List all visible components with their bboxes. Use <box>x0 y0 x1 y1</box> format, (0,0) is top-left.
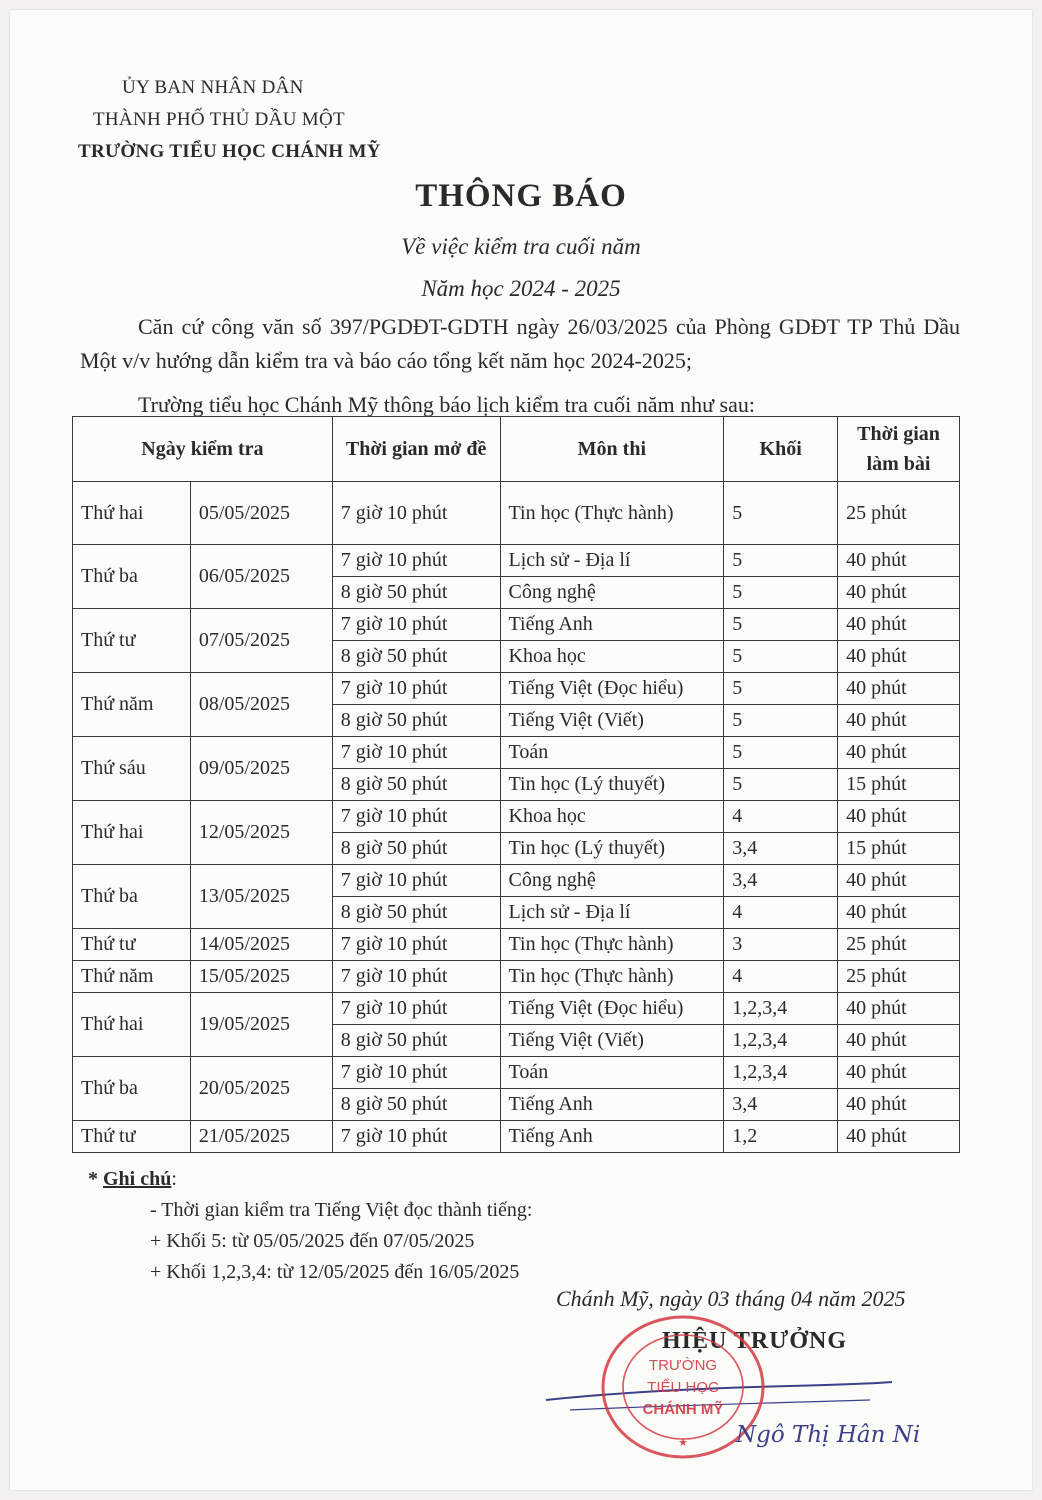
cell-duration: 40 phút <box>838 673 960 705</box>
cell-time: 7 giờ 10 phút <box>332 865 500 897</box>
cell-grade: 4 <box>724 801 838 833</box>
notes-colon: : <box>171 1168 177 1190</box>
cell-duration: 40 phút <box>838 1089 960 1121</box>
table-row <box>73 801 960 833</box>
cell-time: 7 giờ 10 phút <box>332 1057 500 1089</box>
svg-text:★: ★ <box>678 1437 688 1449</box>
document-title: THÔNG BÁO <box>415 178 627 214</box>
cell-subject: Khoa học <box>500 801 724 833</box>
cell-duration: 40 phút <box>838 737 960 769</box>
cell-date: 21/05/2025 <box>190 1121 332 1153</box>
cell-time: 8 giờ 50 phút <box>332 577 500 609</box>
cell-duration: 40 phút <box>838 1121 960 1153</box>
table-row <box>73 609 960 641</box>
svg-text:CHÁNH MỸ: CHÁNH MỸ <box>642 1401 724 1418</box>
cell-time: 7 giờ 10 phút <box>332 801 500 833</box>
header-duration: Thời gian làm bài <box>838 417 960 482</box>
cell-time: 8 giờ 50 phút <box>332 641 500 673</box>
cell-duration: 25 phút <box>838 929 960 961</box>
cell-time: 8 giờ 50 phút <box>332 1025 500 1057</box>
document-subtitle: Về việc kiểm tra cuối năm <box>401 234 641 259</box>
cell-subject: Tin học (Thực hành) <box>500 961 724 993</box>
exam-schedule-table <box>72 416 960 1153</box>
cell-grade: 3,4 <box>724 833 838 865</box>
cell-subject: Tiếng Việt (Đọc hiểu) <box>500 673 724 705</box>
note-item: - Thời gian kiểm tra Tiếng Việt đọc thành tiếng: <box>150 1199 533 1221</box>
cell-subject: Công nghệ <box>500 865 724 897</box>
cell-grade: 4 <box>724 897 838 929</box>
notes-heading: Ghi chú <box>103 1168 172 1190</box>
cell-subject: Toán <box>500 737 724 769</box>
cell-duration: 15 phút <box>838 769 960 801</box>
cell-subject: Tin học (Thực hành) <box>500 482 724 545</box>
cell-time: 7 giờ 10 phút <box>332 673 500 705</box>
cell-grade: 1,2,3,4 <box>724 1057 838 1089</box>
cell-date: 06/05/2025 <box>190 545 332 609</box>
cell-weekday: Thứ ba <box>73 865 191 929</box>
cell-subject: Tin học (Lý thuyết) <box>500 833 724 865</box>
cell-grade: 5 <box>724 577 838 609</box>
header-subject: Môn thi <box>500 417 724 482</box>
cell-weekday: Thứ tư <box>73 609 191 673</box>
cell-time: 7 giờ 10 phút <box>332 929 500 961</box>
table-row <box>73 1057 960 1089</box>
cell-grade: 1,2 <box>724 1121 838 1153</box>
cell-date: 08/05/2025 <box>190 673 332 737</box>
note-item: + Khối 1,2,3,4: từ 12/05/2025 đến 16/05/2025 <box>150 1261 520 1283</box>
cell-duration: 40 phút <box>838 897 960 929</box>
org-line-3: TRƯỜNG TIỂU HỌC CHÁNH MỸ <box>78 141 381 162</box>
cell-time: 8 giờ 50 phút <box>332 1089 500 1121</box>
cell-grade: 5 <box>724 705 838 737</box>
cell-date: 14/05/2025 <box>190 929 332 961</box>
cell-duration: 40 phút <box>838 801 960 833</box>
notes-section <box>88 1164 532 1288</box>
cell-duration: 40 phút <box>838 1025 960 1057</box>
cell-subject: Tiếng Việt (Đọc hiểu) <box>500 993 724 1025</box>
cell-weekday: Thứ ba <box>73 545 191 609</box>
cell-subject: Tiếng Anh <box>500 1089 724 1121</box>
cell-grade: 5 <box>724 545 838 577</box>
cell-date: 07/05/2025 <box>190 609 332 673</box>
svg-text:TIỂU HỌC: TIỂU HỌC <box>647 1379 719 1396</box>
table-row <box>73 673 960 705</box>
cell-duration: 25 phút <box>838 961 960 993</box>
school-year: Năm học 2024 - 2025 <box>421 276 621 301</box>
cell-weekday: Thứ sáu <box>73 737 191 801</box>
cell-grade: 3,4 <box>724 865 838 897</box>
cell-grade: 5 <box>724 737 838 769</box>
org-line-2: THÀNH PHỐ THỦ DẦU MỘT <box>93 109 345 130</box>
cell-time: 7 giờ 10 phút <box>332 482 500 545</box>
document-page <box>10 10 1032 1490</box>
cell-grade: 5 <box>724 769 838 801</box>
cell-subject: Tiếng Việt (Viết) <box>500 705 724 737</box>
cell-time: 8 giờ 50 phút <box>332 769 500 801</box>
signature-date: Chánh Mỹ, ngày 03 tháng 04 năm 2025 <box>556 1286 906 1311</box>
cell-subject: Lịch sử - Địa lí <box>500 545 724 577</box>
cell-weekday: Thứ hai <box>73 801 191 865</box>
cell-grade: 1,2,3,4 <box>724 1025 838 1057</box>
table-row <box>73 1121 960 1153</box>
header-time: Thời gian mở đề <box>332 417 500 482</box>
cell-time: 7 giờ 10 phút <box>332 961 500 993</box>
cell-grade: 5 <box>724 641 838 673</box>
cell-subject: Tiếng Anh <box>500 609 724 641</box>
cell-time: 7 giờ 10 phút <box>332 993 500 1025</box>
cell-time: 7 giờ 10 phút <box>332 1121 500 1153</box>
cell-weekday: Thứ năm <box>73 673 191 737</box>
table-row <box>73 929 960 961</box>
table-row <box>73 545 960 577</box>
cell-grade: 4 <box>724 961 838 993</box>
cell-subject: Toán <box>500 1057 724 1089</box>
cell-time: 8 giờ 50 phút <box>332 705 500 737</box>
cell-date: 13/05/2025 <box>190 865 332 929</box>
cell-subject: Tiếng Anh <box>500 1121 724 1153</box>
cell-duration: 40 phút <box>838 609 960 641</box>
intro-paragraph: Trường tiểu học Chánh Mỹ thông báo lịch kiểm tra cuối năm như sau: <box>138 392 755 417</box>
cell-weekday: Thứ hai <box>73 482 191 545</box>
cell-date: 15/05/2025 <box>190 961 332 993</box>
table-row <box>73 737 960 769</box>
cell-date: 05/05/2025 <box>190 482 332 545</box>
cell-duration: 40 phút <box>838 577 960 609</box>
cell-time: 7 giờ 10 phút <box>332 545 500 577</box>
table-header-row <box>73 417 960 482</box>
cell-time: 8 giờ 50 phút <box>332 897 500 929</box>
cell-subject: Công nghệ <box>500 577 724 609</box>
cell-weekday: Thứ tư <box>73 1121 191 1153</box>
cell-duration: 40 phút <box>838 545 960 577</box>
cell-duration: 40 phút <box>838 641 960 673</box>
cell-grade: 5 <box>724 609 838 641</box>
cell-grade: 5 <box>724 482 838 545</box>
cell-weekday: Thứ năm <box>73 961 191 993</box>
cell-duration: 40 phút <box>838 993 960 1025</box>
cell-duration: 15 phút <box>838 833 960 865</box>
table-row <box>73 961 960 993</box>
cell-time: 7 giờ 10 phút <box>332 609 500 641</box>
table-row <box>73 865 960 897</box>
note-item: + Khối 5: từ 05/05/2025 đến 07/05/2025 <box>150 1230 475 1252</box>
cell-duration: 40 phút <box>838 1057 960 1089</box>
cell-date: 20/05/2025 <box>190 1057 332 1121</box>
cell-grade: 3,4 <box>724 1089 838 1121</box>
organization-header <box>78 72 381 168</box>
table-row <box>73 993 960 1025</box>
cell-time: 8 giờ 50 phút <box>332 833 500 865</box>
cell-date: 19/05/2025 <box>190 993 332 1057</box>
cell-duration: 40 phút <box>838 865 960 897</box>
cell-weekday: Thứ tư <box>73 929 191 961</box>
cell-weekday: Thứ ba <box>73 1057 191 1121</box>
cell-subject: Tin học (Lý thuyết) <box>500 769 724 801</box>
cell-weekday: Thứ hai <box>73 993 191 1057</box>
cell-time: 7 giờ 10 phút <box>332 737 500 769</box>
cell-duration: 40 phút <box>838 705 960 737</box>
cell-subject: Tin học (Thực hành) <box>500 929 724 961</box>
notes-star: * <box>88 1168 103 1190</box>
cell-date: 09/05/2025 <box>190 737 332 801</box>
header-date: Ngày kiểm tra <box>73 417 333 482</box>
reference-paragraph: Căn cứ công văn số 397/PGDĐT-GDTH ngày 26/03/2025 của Phòng GDĐT TP Thủ Dầu Một v/v hướng dẫn kiểm tra và báo cáo tổng kết năm học 2024-2025; <box>80 314 960 373</box>
cell-grade: 5 <box>724 673 838 705</box>
cell-duration: 25 phút <box>838 482 960 545</box>
header-grade: Khối <box>724 417 838 482</box>
cell-subject: Tiếng Việt (Viết) <box>500 1025 724 1057</box>
svg-text:TRƯỜNG: TRƯỜNG <box>648 1357 718 1374</box>
cell-subject: Lịch sử - Địa lí <box>500 897 724 929</box>
signer-role: HIỆU TRƯỞNG <box>662 1328 848 1354</box>
signer-name: Ngô Thị Hân Ni <box>736 1422 921 1448</box>
cell-grade: 3 <box>724 929 838 961</box>
org-line-1: ỦY BAN NHÂN DÂN <box>122 77 304 98</box>
cell-grade: 1,2,3,4 <box>724 993 838 1025</box>
cell-subject: Khoa học <box>500 641 724 673</box>
cell-date: 12/05/2025 <box>190 801 332 865</box>
table-row <box>73 482 960 545</box>
